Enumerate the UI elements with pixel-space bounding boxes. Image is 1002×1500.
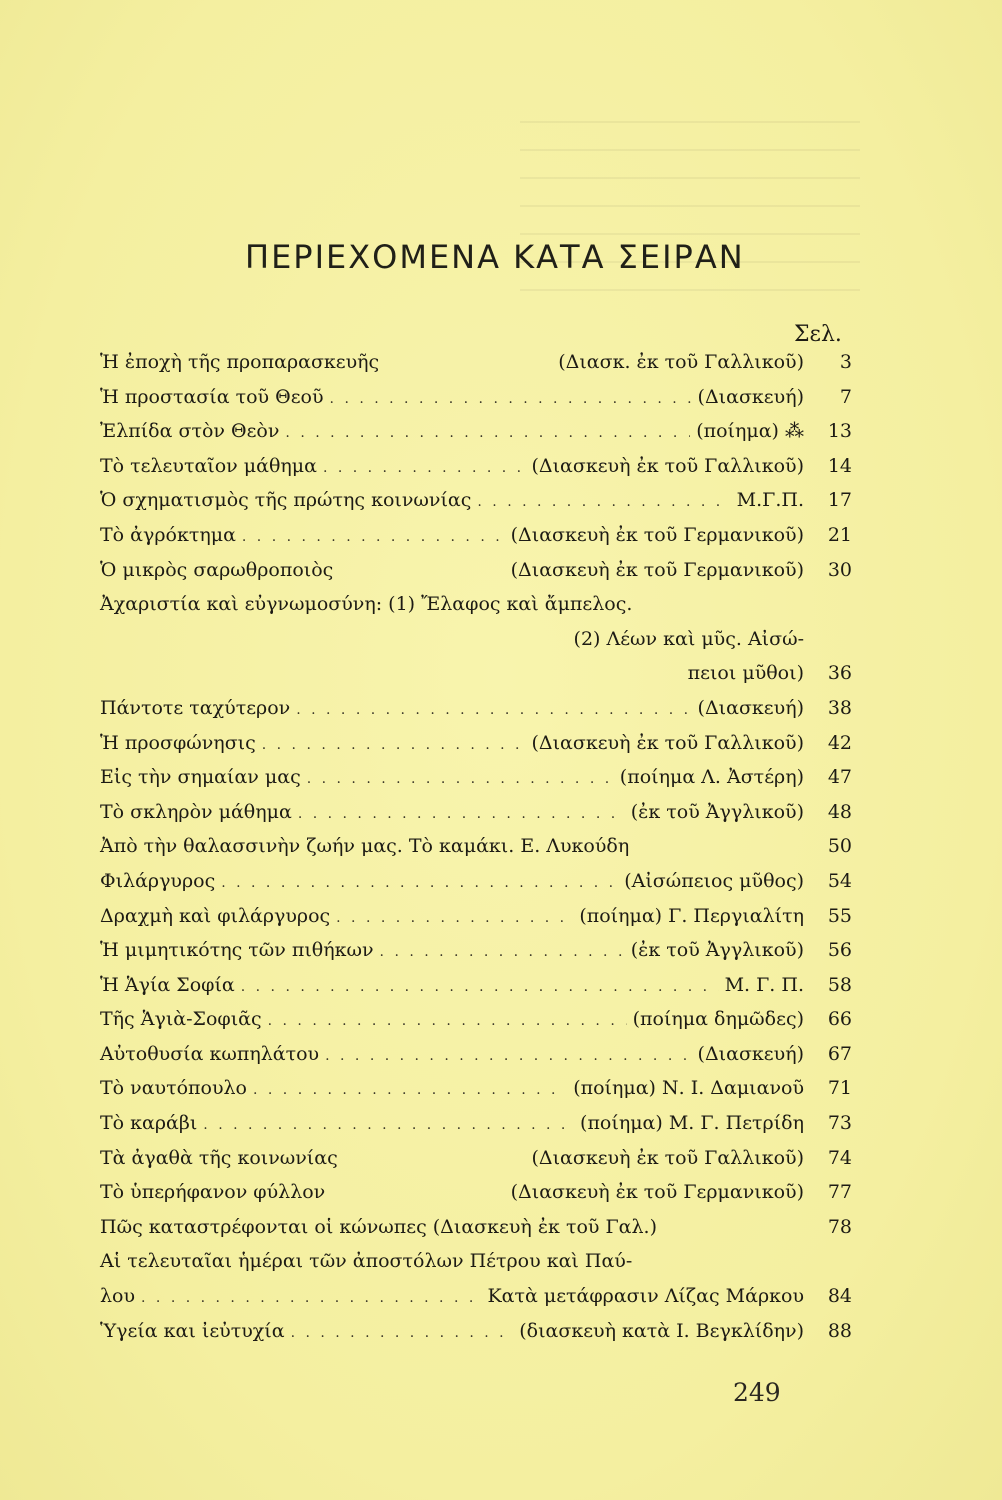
entry-page: 13 <box>827 420 852 443</box>
leader-dots <box>221 866 618 900</box>
entry-title: Ἡ Ἁγία Σοφία <box>100 973 235 996</box>
entry-source: (ποίημα δημῶδες) <box>632 1008 804 1031</box>
entry-title: Τὸ ἀγρόκτημα <box>100 523 236 546</box>
toc-entry <box>100 795 852 830</box>
entry-title: Δραχμὴ καὶ φιλάργυρος <box>100 904 331 927</box>
entry-source: Κατὰ μετάφρασιν Λίζας Μάρκου <box>487 1285 804 1308</box>
entry-title: Φιλάργυρος <box>100 869 216 892</box>
entry-page: 38 <box>827 696 852 719</box>
toc-entry <box>100 345 852 380</box>
entry-title: Αἱ τελευταῖαι ἡμέραι τῶν ἀποστόλων Πέτρου καὶ Παύ- <box>100 1250 633 1273</box>
entry-source: (ἐκ τοῦ Ἀγγλικοῦ) <box>630 939 804 962</box>
entry-source: (Αἰσώπειος μῦθος) <box>624 869 804 892</box>
toc-entry <box>100 656 852 691</box>
entry-page: 71 <box>827 1077 852 1100</box>
entry-page: 88 <box>827 1319 852 1342</box>
toc-entry <box>100 553 852 588</box>
entry-source: (ποίημα) ⁂ <box>696 420 804 443</box>
toc-entry <box>100 1037 852 1072</box>
entry-page: 3 <box>839 351 852 373</box>
leader-dots <box>325 1039 691 1073</box>
entry-page: 78 <box>827 1215 852 1238</box>
leader-dots <box>323 451 525 485</box>
entry-page: 73 <box>827 1112 852 1135</box>
leader-dots <box>268 1004 627 1038</box>
leader-dots <box>141 1281 481 1315</box>
entry-source: (2) Λέων καὶ μῦς. Αἰσώ- <box>573 627 804 650</box>
entry-page: 66 <box>827 1008 852 1031</box>
entry-source: Μ. Γ. Π. <box>724 973 804 996</box>
entry-title: Ἡ ἐποχὴ τῆς προπαρασκευῆς <box>100 351 380 373</box>
leader-dots <box>307 762 614 796</box>
entry-source: πειοι μῦθοι) <box>687 662 804 685</box>
entry-title: Τὸ καράβι <box>100 1112 198 1135</box>
toc-entry <box>100 726 852 761</box>
entry-title: Εἰς τὴν σημαίαν μας <box>100 766 301 789</box>
entry-source: (ποίημα) Γ. Περγιαλίτη <box>579 904 804 927</box>
leader-dots <box>262 728 526 762</box>
toc-entry <box>100 587 852 622</box>
entry-source: (Διασκευή) <box>697 696 804 719</box>
leader-dots <box>203 1108 574 1142</box>
entry-title: Ὁ μικρὸς σαρωθροποιὸς <box>100 558 334 581</box>
toc-entry <box>100 864 852 899</box>
entry-page: 21 <box>827 523 852 546</box>
entry-source: (Διασκευὴ ἐκ τοῦ Γερμανικοῦ) <box>510 1181 804 1204</box>
entry-title: Ἀπὸ τὴν θαλασσινὴν ζωήν μας. Τὸ καμάκι. Ε. Λυκούδη <box>100 835 630 858</box>
toc-entry <box>100 1175 852 1210</box>
entry-source: (Διασκευὴ ἐκ τοῦ Γερμανικοῦ) <box>510 558 804 581</box>
toc-entry <box>100 1314 852 1349</box>
toc-entry <box>100 1141 852 1176</box>
leader-dots <box>241 970 719 1004</box>
entry-source: (Διασκευὴ ἐκ τοῦ Γαλλικοῦ) <box>531 454 804 477</box>
toc-entry <box>100 933 852 968</box>
entry-title: Ἡ προσφώνησις <box>100 731 256 754</box>
page-title: ΠΕΡΙΕΧΟΜΕΝΑ ΚΑΤΑ ΣΕΙΡΑΝ <box>245 238 745 276</box>
toc-entry <box>100 691 852 726</box>
toc-entry <box>100 1244 852 1279</box>
leader-dots <box>285 416 690 450</box>
leader-dots <box>298 797 625 831</box>
page-column-header: Σελ. <box>794 322 842 347</box>
entry-page: 84 <box>827 1285 852 1308</box>
toc-entry <box>100 829 852 864</box>
entry-page: 17 <box>827 489 852 512</box>
entry-title: Τὸ τελευταῖον μάθημα <box>100 454 317 477</box>
entry-source: (ποίημα Λ. Ἀστέρη) <box>619 766 804 789</box>
toc-entry <box>100 1279 852 1314</box>
leader-dots <box>380 935 625 969</box>
entry-page: 36 <box>827 662 852 685</box>
toc-entry <box>100 449 852 484</box>
entry-title: Πάντοτε ταχύτερον <box>100 696 291 719</box>
leader-dots <box>253 1073 567 1107</box>
toc-entry <box>100 483 852 518</box>
entry-page: 42 <box>827 731 852 754</box>
entry-title: Τὸ ναυτόπουλο <box>100 1077 247 1100</box>
entry-source: Μ.Γ.Π. <box>736 489 804 512</box>
entry-page: 55 <box>827 904 852 927</box>
leader-dots <box>336 901 573 935</box>
entry-page: 56 <box>827 939 852 962</box>
entry-source: (ἐκ τοῦ Ἀγγλικοῦ) <box>630 800 804 823</box>
toc-entry <box>100 760 852 795</box>
entry-page: 77 <box>827 1181 852 1204</box>
toc-entry <box>100 414 852 449</box>
entry-page: 48 <box>827 800 852 823</box>
entry-page: 54 <box>827 869 852 892</box>
leader-dots <box>296 693 691 727</box>
entry-title: Τῆς Ἁγιὰ-Σοφιᾶς <box>100 1008 262 1031</box>
entry-title: Ἡ μιμητικότης τῶν πιθήκων <box>100 939 374 962</box>
entry-source: (Διασκευή) <box>697 1042 804 1065</box>
table-of-contents <box>100 345 852 1348</box>
entry-source: (Διασκευὴ ἐκ τοῦ Γαλλικοῦ) <box>531 1146 804 1169</box>
entry-page: 30 <box>827 558 852 581</box>
entry-title: Τὸ σκληρὸν μάθημα <box>100 800 292 823</box>
entry-source: (ποίημα) Μ. Γ. Πετρίδη <box>580 1112 804 1135</box>
entry-title: Τὸ ὑπερήφανον φύλλον <box>100 1181 326 1204</box>
toc-entry <box>100 518 852 553</box>
leader-dots <box>330 382 692 416</box>
toc-entry <box>100 968 852 1003</box>
entry-title: Ἀχαριστία καὶ εὐγνωμοσύνη: (1) Ἔλαφος καὶ ἄμπελος. <box>100 593 633 616</box>
toc-entry <box>100 622 852 657</box>
toc-entry <box>100 1210 852 1245</box>
entry-title: Αὐτοθυσία κωπηλάτου <box>100 1042 320 1065</box>
entry-page: 74 <box>827 1146 852 1169</box>
page-number: 249 <box>733 1378 781 1407</box>
entry-page: 7 <box>839 385 852 408</box>
toc-entry <box>100 380 852 415</box>
entry-title: Ὑγεία και ἰεὐτυχία <box>100 1319 285 1342</box>
entry-title: λου <box>100 1285 136 1308</box>
entry-title: Πῶς καταστρέφονται οἱ κώνωπες (Διασκευὴ ἐκ τοῦ Γαλ.) <box>100 1215 657 1238</box>
toc-entry <box>100 1106 852 1141</box>
entry-page: 67 <box>827 1042 852 1065</box>
leader-dots <box>477 485 730 519</box>
entry-source: (Διασκευὴ ἐκ τοῦ Γερμανικοῦ) <box>510 523 804 546</box>
leader-dots <box>291 1316 514 1350</box>
entry-title: Ἡ προστασία τοῦ Θεοῦ <box>100 385 324 408</box>
leader-dots <box>242 520 505 554</box>
entry-source: (ποίημα) Ν. Ι. Δαμιανοῦ <box>573 1077 804 1100</box>
entry-page: 14 <box>827 454 852 477</box>
entry-title: Τὰ ἀγαθὰ τῆς κοινωνίας <box>100 1146 338 1169</box>
entry-page: 58 <box>827 973 852 996</box>
entry-source: (Διασκευή) <box>697 385 804 408</box>
entry-source: (διασκευὴ κατὰ Ι. Βεγκλίδην) <box>519 1319 804 1342</box>
entry-page: 47 <box>827 766 852 789</box>
entry-page: 50 <box>827 835 852 858</box>
entry-source: (Διασκευὴ ἐκ τοῦ Γαλλικοῦ) <box>531 731 804 754</box>
toc-entry <box>100 1071 852 1106</box>
toc-entry <box>100 899 852 934</box>
entry-source: (Διασκ. ἐκ τοῦ Γαλλικοῦ) <box>558 351 804 373</box>
bleed-through-text <box>520 95 860 315</box>
entry-title: Ἐλπίδα στὸν Θεὸν <box>100 420 280 443</box>
entry-title: Ὁ σχηματισμὸς τῆς πρώτης κοινωνίας <box>100 489 472 512</box>
toc-entry <box>100 1002 852 1037</box>
